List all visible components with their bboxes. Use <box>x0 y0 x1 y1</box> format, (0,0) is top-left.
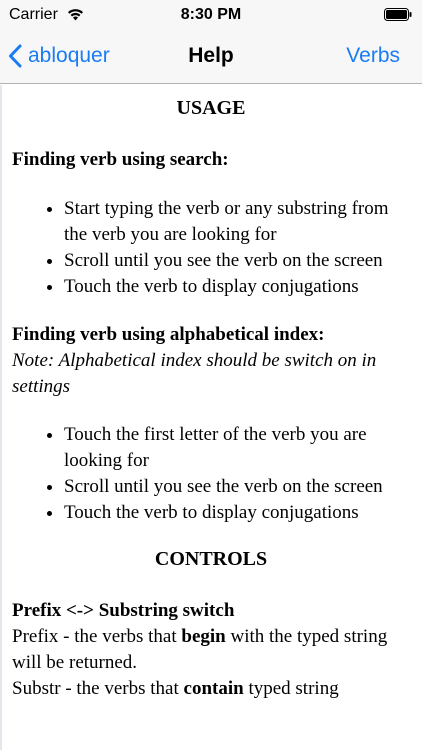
search-section-title: Finding verb using search: <box>12 149 229 170</box>
substr-text-end: typed string <box>243 678 339 699</box>
substr-text-start: Substr - the verbs that <box>12 678 184 699</box>
page-title: Help <box>188 44 234 67</box>
switch-section-title: Prefix <-> Substring switch <box>12 600 235 621</box>
list-item: • Touch the verb to display conjugations <box>64 274 412 300</box>
status-time: 8:30 PM <box>180 6 242 23</box>
prefix-text-start: Prefix - the verbs that <box>12 626 182 647</box>
list-item: • Touch the verb to display conjugations <box>64 500 412 526</box>
list-item: • Start typing the verb or any substring from the verb you are looking for <box>64 196 412 248</box>
controls-heading: CONTROLS <box>154 548 268 570</box>
list-item: • Scroll until you see the verb on the screen <box>64 474 412 500</box>
navigation-bar <box>0 30 422 84</box>
list-item: • Scroll until you see the verb on the screen <box>64 248 412 274</box>
prefix-text-end: with the typed string will be returned. <box>12 626 388 673</box>
verbs-button[interactable]: Verbs <box>346 44 400 67</box>
battery-icon <box>384 8 412 21</box>
index-section-title: Finding verb using alphabetical index: <box>12 324 325 345</box>
carrier-label: Carrier <box>9 6 58 23</box>
index-note: Note: Alphabetical index should be switch on in settings <box>12 350 377 397</box>
prefix-description <box>0 624 422 676</box>
substr-description <box>0 676 422 702</box>
usage-heading: USAGE <box>176 97 246 119</box>
substr-keyword: contain <box>183 678 244 699</box>
back-button-label: abloquer <box>28 44 110 67</box>
status-bar <box>0 0 422 30</box>
prefix-keyword: begin <box>181 626 226 647</box>
search-steps-list <box>0 196 422 300</box>
list-item: • Touch the first letter of the verb you are looking for <box>64 422 412 474</box>
index-steps-list <box>0 422 422 526</box>
help-content[interactable] <box>0 85 422 750</box>
